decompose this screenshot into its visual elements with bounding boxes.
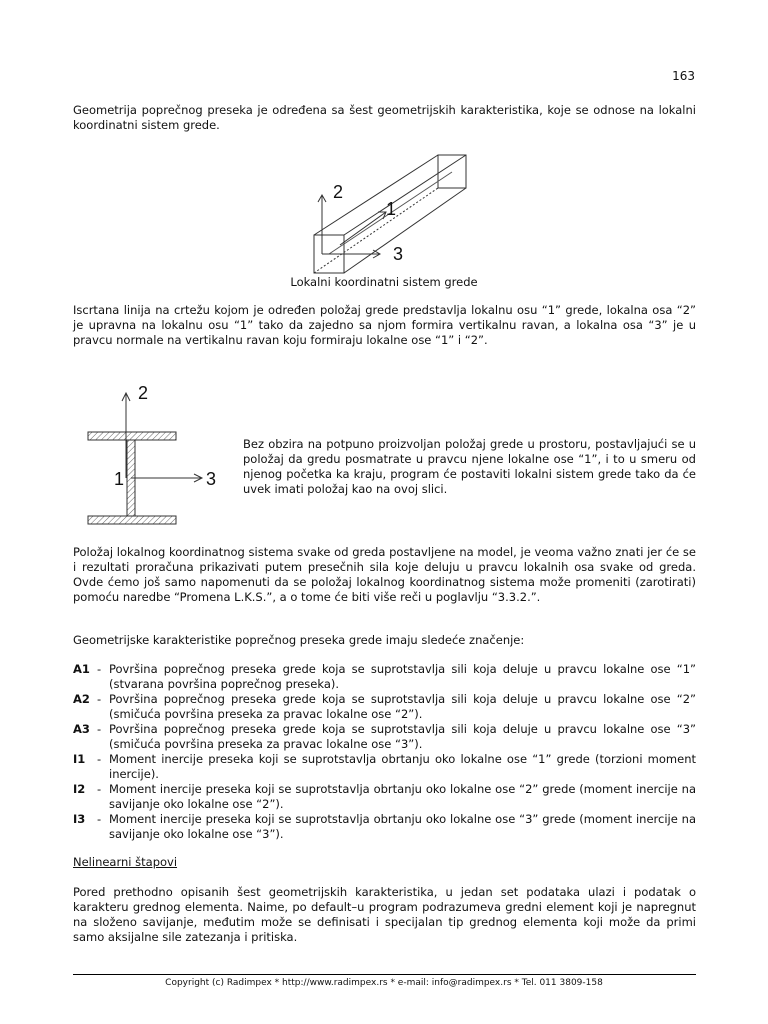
side-paragraph: Bez obzira na potpuno proizvoljan položaj grede u prostoru, postavljajući se u položaj da gredu posmatrate u pravcu njene lokalne ose “1”, i to u smeru od njenog početka ka kraju, program će postaviti lokalni sistem grede tako da će uvek imati položaj kao na ovoj slici. (243, 437, 696, 496)
definition-dash: - (97, 662, 102, 676)
page-number: 163 (672, 69, 695, 83)
definition-dash: - (97, 752, 102, 766)
definition-list (73, 662, 696, 842)
figure2-axis-label: 2 (138, 383, 149, 403)
footer: Copyright (c) Radimpex * http://www.radimpex.rs * e-mail: info@radimpex.rs * Tel. 011 3809-158 (165, 978, 603, 988)
definition-text: Površina poprečnog preseka grede koja se suprotstavlja sili koja deluje u pravcu lokalne ose “2” (smičuća površina preseka za pravac lokalne ose “2”). (109, 692, 696, 721)
beam-3d-figure (300, 150, 480, 275)
figure1-axis-label: 2 (333, 182, 344, 202)
definition-dash: - (97, 722, 102, 736)
definition-text: Moment inercije preseka koji se suprotstavlja obrtanju oko lokalne ose “2” grede (moment inercije na savijanje oko lokalne ose “2”). (109, 782, 696, 811)
definition-code: I2 (73, 782, 86, 796)
figure1-axis-label: 3 (393, 244, 404, 264)
footer-divider (73, 974, 696, 975)
definition-code: A1 (73, 662, 90, 676)
position-paragraph: Položaj lokalnog koordinatnog sistema svake od greda postavljene na model, je veoma važno znati jer će se i rezultati proračuna prikazivati putem presečnih sila koje deluju u pravcu lokalnih osa svake od greda. Ovde ćemo još samo napomenuti da se položaj lokalnog koordinatnog sistema može promeniti (zarotirati) pomoću naredbe “Promena L.K.S.”, a o tome će biti više reči u poglavlju “3.3.2.”. (73, 545, 696, 604)
definition-text: Površina poprečnog preseka grede koja se suprotstavlja sili koja deluje u pravcu lokalne ose “1” (stvarana površina poprečnog preseka). (109, 662, 696, 691)
figure2-axis-label: 3 (206, 469, 217, 489)
definition-code: A2 (73, 692, 90, 706)
figure2-axis-label: 1 (114, 469, 125, 489)
meaning-paragraph: Geometrijske karakteristike poprečnog preseka grede imaju sledeće značenje: (73, 633, 525, 647)
i-beam-section-figure (78, 378, 228, 528)
nonlinear-paragraph: Pored prethodno opisanih šest geometrijskih karakteristika, u jedan set podataka ulazi i podatak o karakteru grednog elementa. Naime, po default–u program podrazumeva gredni element koji je napregnut na složeno savijanje, međutim može se definisati i specijalan tip grednog elementa koji može da primi samo aksijalne sile zatezanja i pritiska. (73, 885, 696, 944)
definition-code: I1 (73, 752, 86, 766)
section-heading: Nelinearni štapovi (73, 855, 178, 869)
definition-item (73, 782, 696, 812)
definition-text: Površina poprečnog preseka grede koja se suprotstavlja sili koja deluje u pravcu lokalne ose “3” (smičuća površina preseka za pravac lokalne ose “3”). (109, 722, 696, 751)
axes-paragraph: Iscrtana linija na crtežu kojom je određen položaj grede predstavlja lokalnu osu “1” grede, lokalna osa “2” je upravna na lokalnu osu “1” tako da zajedno sa njom formira vertikalnu ravan, a lokalna osa “3” je u pravcu normale na vertikalnu ravan koju formiraju lokalne ose “1” i “2”. (73, 303, 696, 347)
figure1-axis-label: 1 (386, 199, 397, 219)
definition-text: Moment inercije preseka koji se suprotstavlja obrtanju oko lokalne ose “3” grede (moment inercije na savijanje oko lokalne ose “3”). (109, 812, 696, 841)
definition-item (73, 692, 696, 722)
definition-dash: - (97, 692, 102, 706)
definition-code: A3 (73, 722, 90, 736)
definition-item (73, 752, 696, 782)
definition-dash: - (97, 782, 102, 796)
definition-item (73, 662, 696, 692)
definition-item (73, 722, 696, 752)
definition-text: Moment inercije preseka koji se suprotstavlja obrtanju oko lokalne ose “1” grede (torzioni moment inercije). (109, 752, 696, 781)
definition-dash: - (97, 812, 102, 826)
figure1-caption: Lokalni koordinatni sistem grede (290, 275, 478, 289)
definition-item (73, 812, 696, 842)
definition-code: I3 (73, 812, 86, 826)
intro-paragraph: Geometrija poprečnog preseka je određena sa šest geometrijskih karakteristika, koje se odnose na lokalni koordinatni sistem grede. (73, 103, 696, 132)
